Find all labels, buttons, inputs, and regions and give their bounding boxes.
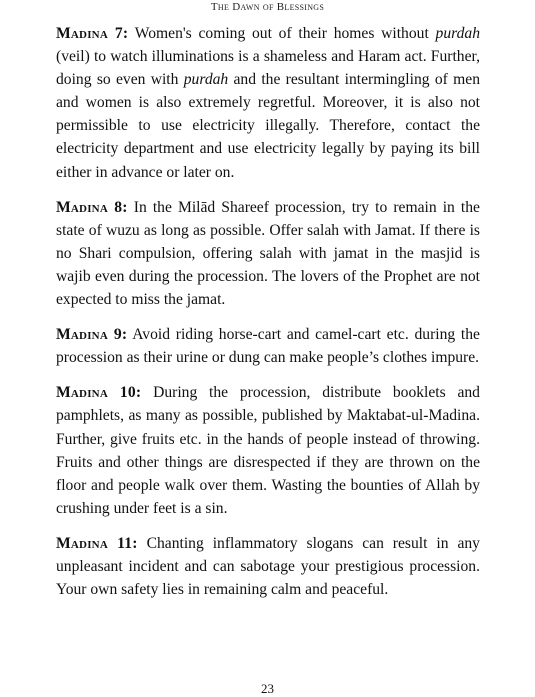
running-header: The Dawn of Blessings xyxy=(210,1,325,13)
paragraph-text xyxy=(56,25,480,181)
paragraph-text xyxy=(56,384,480,516)
paragraph-label: Madina 8: xyxy=(56,198,128,216)
text-run: In the Milād Shareef procession, try to remain in the state of wuzu as long as possible. Offer salah with Jamat. If there is no Shari compulsion, offering salah with jamat in the masjid is wajib even during the procession. The lovers of the Prophet are not expected to miss the jamat. xyxy=(56,198,480,309)
text-run: and the resultant intermingling of men and women is also extremely regretful. Moreover, it is also not permissible to use electricity illegally. Therefore, contact the electricity department and use electricity legally by paying its bill either in advance or later on. xyxy=(56,71,480,181)
paragraph-madina-11 xyxy=(56,532,480,601)
paragraph-madina-10 xyxy=(56,381,480,520)
text-run: Women's coming out of their homes without xyxy=(128,25,436,42)
page-body xyxy=(56,22,480,601)
paragraph-label: Madina 10: xyxy=(56,384,142,402)
text-run: During the procession, distribute booklets and pamphlets, as many as possible, published by Maktabat-ul-Madina. Further, give fruits etc. in the hands of people instead of throwing. Fruits and other things are disrespected if they are thrown on the floor and people walk over them. Wasting the bounties of Allah by crushing under feet is a sin. xyxy=(56,384,480,517)
paragraph-madina-8 xyxy=(56,196,480,311)
text-run: Avoid riding horse-cart and camel-cart etc. during the procession as their urine or dung can make people’s clothes impure. xyxy=(56,326,480,367)
paragraph-madina-9 xyxy=(56,323,480,369)
paragraph-madina-7 xyxy=(56,22,480,184)
paragraph-label: Madina 9: xyxy=(56,326,128,344)
italic-term: purdah xyxy=(183,71,229,89)
text-run: (veil) to watch illuminations is a shameless and Haram act. Further, doing so even with xyxy=(56,48,480,89)
italic-term: purdah xyxy=(435,25,481,42)
paragraph-label: Madina 11: xyxy=(56,534,138,552)
text-run: Chanting inflammatory slogans can result in any unpleasant incident and can sabotage your prestigious procession. Your own safety lies in remaining calm and peaceful. xyxy=(56,534,480,599)
page-number: 23 xyxy=(261,681,274,696)
paragraph-label: Madina 7: xyxy=(56,25,129,42)
